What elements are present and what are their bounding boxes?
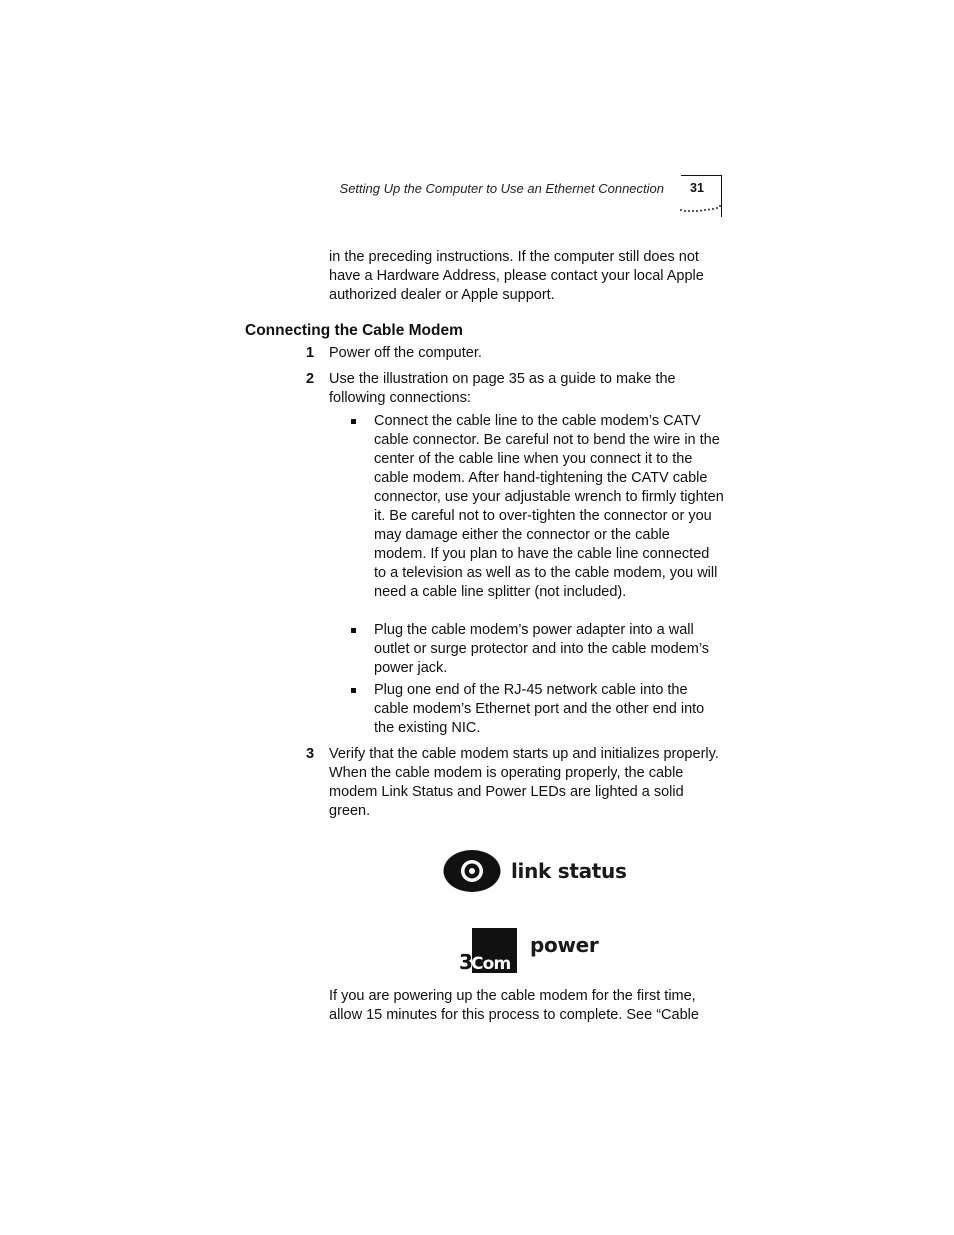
- link-status-label: link status: [511, 859, 627, 883]
- step-number: 2: [306, 371, 315, 387]
- step-number: 3: [306, 746, 315, 762]
- 3com-logo-icon: [459, 928, 519, 973]
- step-text: Verify that the cable modem starts up and initializes properly. When the cable modem is operating properly, the cable modem Link Status and Power LEDs are lighted a solid green.: [329, 746, 719, 819]
- section-heading: Connecting the Cable Modem: [245, 322, 463, 339]
- final-paragraph: If you are powering up the cable modem for the first time, allow 15 minutes for this process to complete. See “Cable: [329, 988, 699, 1023]
- power-led: [459, 928, 598, 973]
- bullet-square-icon: [351, 628, 356, 633]
- link-status-icon: [443, 849, 501, 893]
- step-text: Use the illustration on page 35 as a guide to make the following connections:: [329, 371, 676, 406]
- bullet-square-icon: [351, 419, 356, 424]
- intro-paragraph: in the preceding instructions. If the computer still does not have a Hardware Address, please contact your local Apple authorized dealer or Apple support.: [329, 249, 704, 303]
- step-number: 1: [306, 345, 315, 361]
- link-status-led: [443, 849, 627, 893]
- page-number: 31: [690, 181, 704, 195]
- power-label: power: [530, 932, 599, 957]
- svg-text:Com: Com: [471, 954, 511, 973]
- header-rule-top: [681, 175, 722, 176]
- bullet-text: Plug the cable modem’s power adapter into a wall outlet or surge protector and into the cable modem’s power jack.: [374, 622, 710, 676]
- bullet-text: Connect the cable line to the cable modem’s CATV cable connector. Be careful not to bend the wire in the center of the cable line when you connect it to the cable modem. After hand-tightening the CATV cable connector, use your adjustable wrench to firmly tighten it. Be careful not to over-tighten the connector or you may damage either the connector or the cable modem. If you plan to have the cable line connected to a television as well as to the cable modem, you will need a cable line splitter (not included).: [374, 413, 724, 600]
- bullet-square-icon: [351, 688, 356, 693]
- step-text: Power off the computer.: [329, 345, 482, 361]
- svg-text:3: 3: [459, 950, 472, 973]
- header-dots-ornament: [678, 201, 724, 215]
- bullet-text: Plug one end of the RJ-45 network cable into the cable modem’s Ethernet port and the other end into the existing NIC.: [374, 682, 705, 736]
- running-header-title: Setting Up the Computer to Use an Ethernet Connection: [339, 181, 664, 196]
